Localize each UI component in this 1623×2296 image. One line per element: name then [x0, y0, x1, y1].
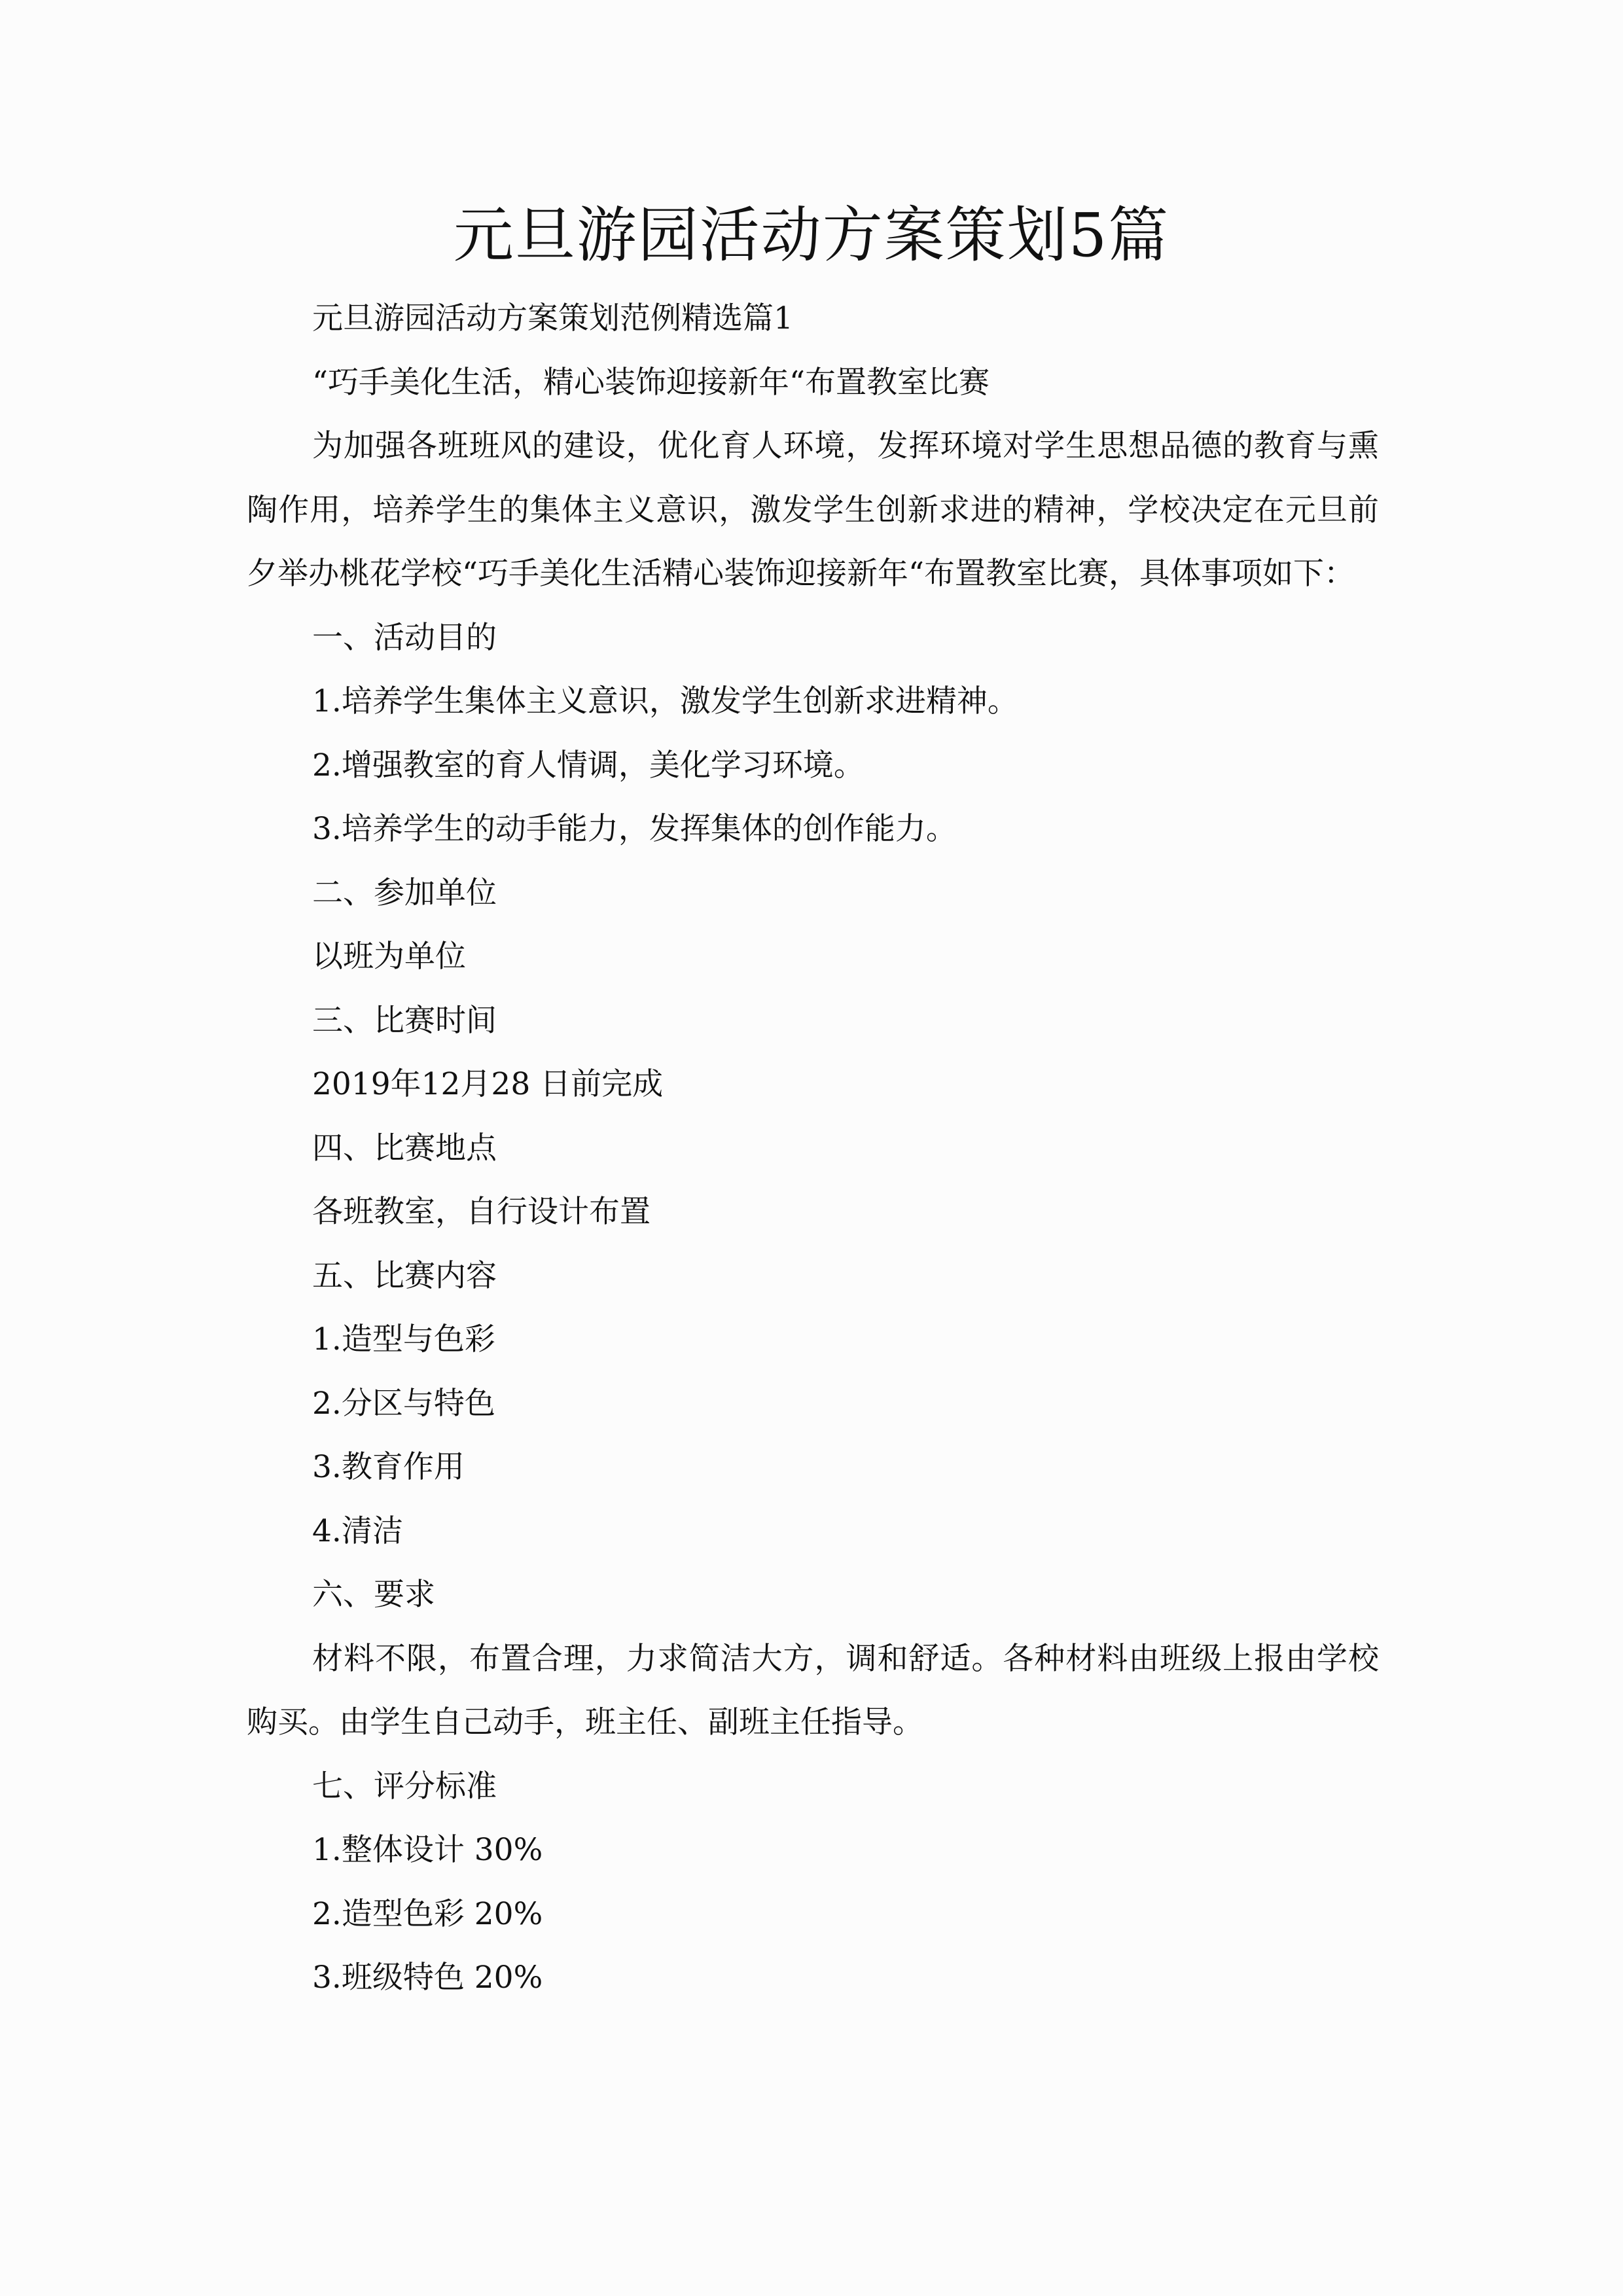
list-item: 4.清洁 — [312, 1513, 403, 1549]
subtitle: 元旦游园活动方案策划范例精选篇1 — [312, 300, 793, 336]
list-item: 2.分区与特色 — [312, 1385, 495, 1422]
list-item: 以班为单位 — [312, 939, 466, 975]
section-heading-location: 四、比赛地点 — [312, 1130, 497, 1166]
requirements-paragraph: 材料不限，布置合理，力求简洁大方，调和舒适。各种材料由班级上报由学校购买。由学生自己动手，班主任、副班主任指导。 — [247, 1640, 1379, 1740]
section-heading-purpose: 一、活动目的 — [312, 619, 497, 656]
list-item: 2019年12月28 日前完成 — [312, 1066, 664, 1102]
event-name: “巧手美化生活，精心装饰迎接新年“布置教室比赛 — [312, 364, 990, 401]
section-heading-participants: 二、参加单位 — [312, 874, 497, 911]
section-heading-content: 五、比赛内容 — [312, 1257, 497, 1294]
list-item: 3.教育作用 — [312, 1449, 465, 1485]
list-item: 2.增强教室的育人情调，美化学习环境。 — [312, 747, 865, 783]
intro-paragraph: 为加强各班班风的建设，优化育人环境，发挥环境对学生思想品德的教育与熏陶作用，培养学生的集体主义意识，激发学生创新求进的精神，学校决定在元旦前夕举办桃花学校“巧手美化生活精心装饰迎接新年“布置教室比赛，具体事项如下： — [247, 428, 1379, 592]
list-item: 1.整体设计 30% — [312, 1832, 543, 1868]
section-heading-scoring: 七、评分标准 — [312, 1768, 497, 1804]
list-item: 各班教室，自行设计布置 — [312, 1194, 651, 1230]
section-heading-time: 三、比赛时间 — [312, 1002, 497, 1039]
document-title: 元旦游园活动方案策划5篇 — [453, 200, 1170, 270]
list-item: 2.造型色彩 20% — [312, 1895, 543, 1932]
list-item: 1.造型与色彩 — [312, 1321, 495, 1357]
list-item: 1.培养学生集体主义意识，激发学生创新求进精神。 — [312, 683, 1018, 719]
list-item: 3.班级特色 20% — [312, 1960, 543, 1996]
list-item: 3.培养学生的动手能力，发挥集体的创作能力。 — [312, 811, 957, 847]
document-body — [247, 287, 1379, 2010]
section-heading-requirements: 六、要求 — [312, 1577, 435, 1613]
